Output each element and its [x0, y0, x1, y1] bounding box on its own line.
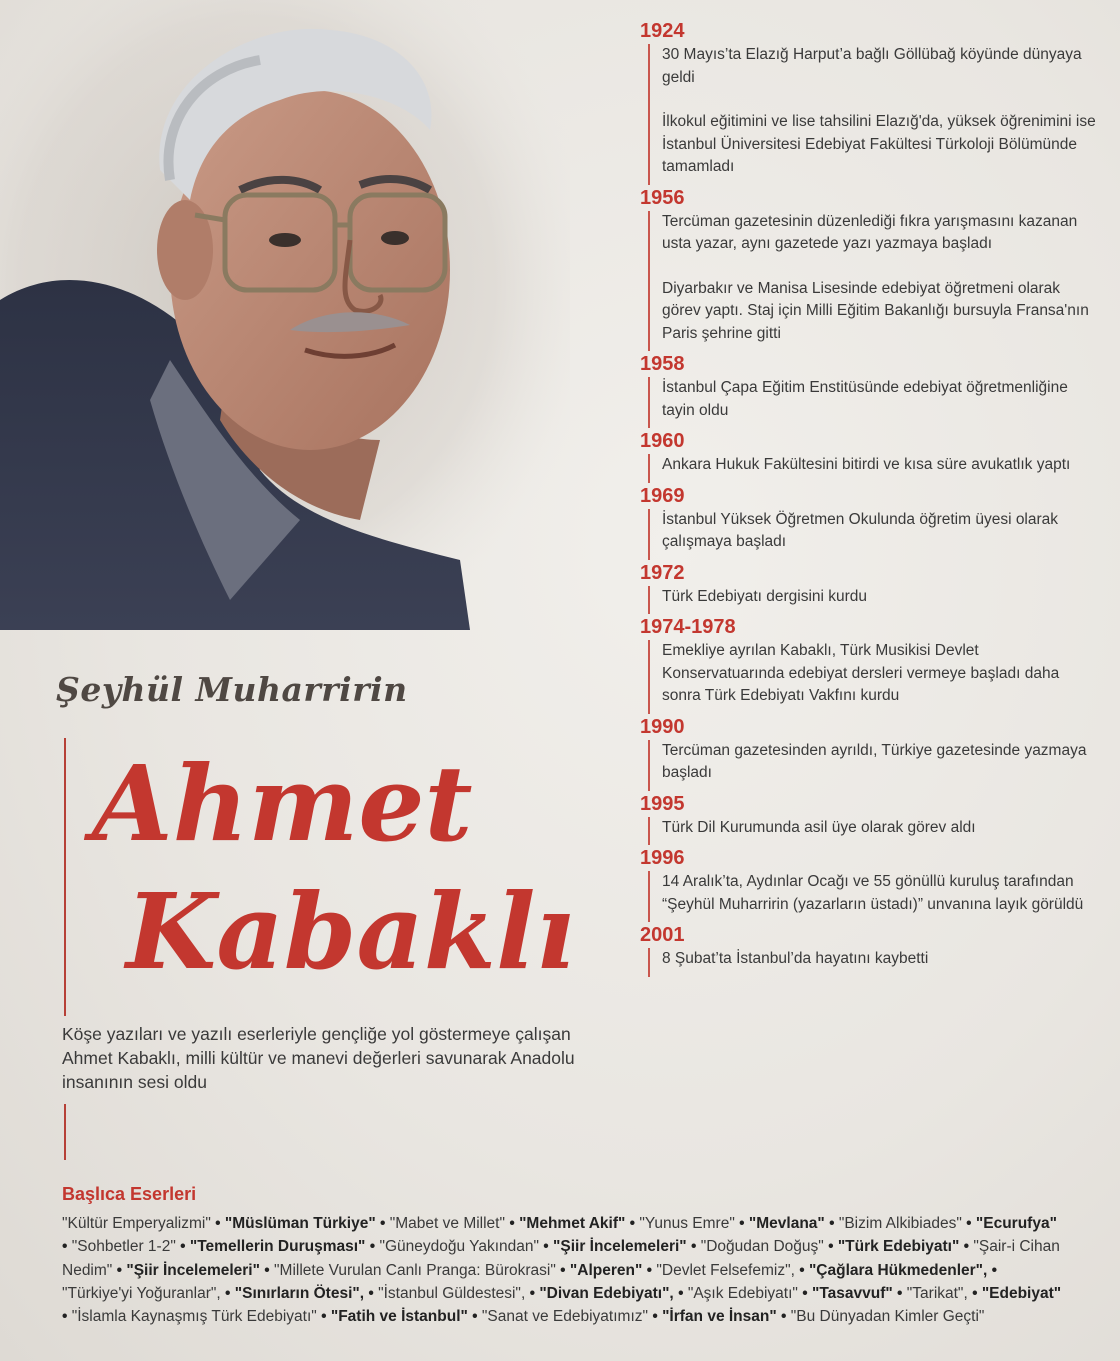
timeline-item [640, 483, 1100, 560]
work-separator: • [799, 1261, 805, 1279]
work-separator: • [368, 1284, 374, 1302]
timeline-paragraph: İstanbul Yüksek Öğretmen Okulunda öğretim üyesi olarak çalışmaya başladı [662, 510, 1059, 550]
work-title: "Yunus Emre" [639, 1215, 735, 1232]
timeline-paragraph: İstanbul Çapa Eğitim Enstitüsünde edebiyat öğretmenliğine tayin oldu [662, 379, 1068, 419]
timeline-year: 1972 [640, 561, 685, 584]
timeline-text [648, 586, 1100, 615]
work-title: "Sohbetler 1-2" [71, 1238, 176, 1256]
timeline-item [640, 922, 1100, 977]
timeline-item [640, 614, 1100, 714]
timeline-item [640, 428, 1100, 483]
work-title: "Kültür Emperyalizmi" [62, 1215, 211, 1232]
work-separator: • [972, 1284, 978, 1302]
work-title: "Temellerin Duruşması" [189, 1238, 366, 1256]
work-separator: • [802, 1284, 808, 1302]
work-separator: • [966, 1215, 972, 1232]
timeline-year: 1960 [640, 430, 685, 452]
timeline-paragraph: Tercüman gazetesinin düzenlediği fıkra yarışmasını kazanan usta yazar, aynı gazetede yazı yazmaya başladı [662, 212, 1078, 252]
work-title: "Millete Vurulan Canlı Pranga: Bürokrasi" [274, 1261, 556, 1279]
work-separator: • [369, 1238, 376, 1256]
timeline-paragraph: 30 Mayıs’ta Elazığ Harput’a bağlı Göllübağ köyünde dünyaya geldi [662, 46, 1082, 86]
work-title: "Güneydoğu Yakından" [379, 1238, 539, 1256]
work-title: "İstanbul Güldestesi", [378, 1284, 526, 1302]
work-separator: • [690, 1238, 697, 1256]
work-separator: • [62, 1308, 68, 1326]
work-separator: • [897, 1284, 903, 1302]
work-separator: • [215, 1215, 221, 1232]
work-title: "Tarikat", [906, 1284, 968, 1302]
work-separator: • [560, 1261, 566, 1279]
work-title: "Sanat ve Edebiyatımız" [481, 1308, 649, 1326]
timeline-text [648, 740, 1100, 791]
timeline-year: 1990 [640, 715, 685, 738]
work-title: "Aşık Edebiyatı" [687, 1284, 798, 1302]
work-title: "İrfan ve İnsan" [662, 1308, 777, 1326]
timeline-text [648, 377, 1100, 428]
work-separator: • [629, 1215, 636, 1232]
timeline-year: 2001 [640, 924, 685, 946]
timeline-text [648, 640, 1100, 714]
timeline-paragraph: Türk Edebiyatı dergisini kurdu [662, 587, 868, 605]
intro-accent-bar [64, 1104, 66, 1160]
work-separator: • [62, 1238, 68, 1256]
work-title: "Mehmet Akif" [519, 1215, 626, 1232]
work-title: "Müslüman Türkiye" [224, 1215, 376, 1232]
work-separator: • [529, 1284, 535, 1302]
timeline-text [648, 871, 1100, 922]
work-title: "Doğudan Doğuş" [700, 1238, 824, 1256]
timeline-year: 1996 [640, 847, 685, 869]
work-title: "Şair-i Cihan Nedim" [62, 1238, 1060, 1279]
timeline-paragraph: Ankara Hukuk Fakültesini bitirdi ve kısa süre avukatlık yaptı [662, 456, 1071, 473]
work-separator: • [991, 1261, 998, 1279]
intro-text: Köşe yazıları ve yazılı eserleriyle gençliğe yol göstermeye çalışan Ahmet Kabaklı, milli kültür ve manevi değerleri savunarak Anadolu insanının sesi oldu [62, 1024, 575, 1092]
work-title: "Bizim Alkibiades" [838, 1215, 962, 1232]
work-separator: • [472, 1308, 478, 1326]
timeline-text [648, 948, 1100, 977]
work-separator: • [652, 1308, 658, 1326]
work-separator: • [180, 1238, 186, 1256]
work-separator: • [829, 1215, 835, 1232]
timeline-text [648, 454, 1100, 483]
name-first: Ahmet [92, 742, 473, 865]
work-title: "Çağlara Hükmedenler", [808, 1261, 988, 1279]
timeline-year: 1974-1978 [640, 616, 736, 638]
timeline-text [648, 509, 1100, 560]
timeline-text [648, 817, 1100, 846]
timeline-item [640, 560, 1100, 615]
works-title: Başlıca Eserleri [62, 1184, 197, 1204]
work-title: "Mabet ve Millet" [389, 1215, 505, 1232]
subtitle: Şeyhül Muharririn [56, 670, 408, 709]
work-title: "Türkiye'yi Yoğuranlar", [62, 1284, 221, 1302]
work-separator: • [678, 1284, 684, 1302]
timeline-item [640, 714, 1100, 791]
work-title: "Mevlana" [748, 1215, 825, 1232]
work-title: "Şiir İncelemeleri" [126, 1261, 260, 1279]
work-title: "Bu Dünyadan Kimler Geçti" [790, 1308, 985, 1326]
timeline-item [640, 185, 1100, 352]
timeline-item [640, 18, 1100, 185]
work-title: "Devlet Felsefemiz", [656, 1261, 795, 1279]
timeline-text [648, 211, 1100, 352]
work-title: "Fatih ve İstanbul" [330, 1308, 468, 1326]
work-separator: • [321, 1308, 327, 1326]
timeline-year: 1956 [640, 186, 685, 209]
work-separator: • [739, 1215, 745, 1232]
work-title: "Türk Edebiyatı" [837, 1238, 960, 1256]
work-title: "Sınırların Ötesi", [234, 1284, 365, 1302]
timeline-paragraph: 8 Şubat’ta İstanbul’da hayatını kaybetti [662, 950, 929, 967]
timeline-year: 1969 [640, 484, 685, 507]
name-accent-bar [64, 738, 66, 1016]
work-separator: • [828, 1238, 834, 1256]
timeline-year: 1958 [640, 353, 685, 375]
work-title: "Alperen" [569, 1261, 643, 1279]
portrait-photo [0, 0, 570, 630]
timeline-paragraph: Emekliye ayrılan Kabaklı, Türk Musikisi Devlet Konservatuarında edebiyat dersleri vermeye başladı daha sonra Türk Edebiyatı Vakfını kurdu [662, 642, 1060, 704]
work-separator: • [543, 1238, 549, 1256]
timeline-paragraph: Diyarbakır ve Manisa Lisesinde edebiyat öğretmeni olarak görev yaptı. Staj için Milli Eğitim Bakanlığı bursuyla Fransa'nın Paris şehrine gitti [662, 279, 1089, 342]
timeline-text [648, 44, 1100, 185]
work-separator: • [264, 1261, 270, 1279]
work-title: "Ecurufya" [975, 1215, 1057, 1232]
work-separator: • [781, 1308, 787, 1326]
work-title: "İslamla Kaynaşmış Türk Edebiyatı" [71, 1308, 317, 1326]
timeline [640, 18, 1100, 977]
work-title: "Şiir İncelemeleri" [553, 1238, 687, 1256]
timeline-item [640, 845, 1100, 922]
work-separator: • [509, 1215, 515, 1232]
timeline-year: 1924 [640, 20, 685, 42]
work-separator: • [380, 1215, 386, 1232]
work-title: "Divan Edebiyatı", [539, 1284, 674, 1302]
timeline-paragraph: Türk Dil Kurumunda asil üye olarak görev aldı [662, 818, 976, 836]
name-last: Kabaklı [126, 870, 575, 993]
work-separator: • [646, 1261, 653, 1279]
work-separator: • [225, 1284, 231, 1302]
work-title: "Tasavvuf" [811, 1284, 893, 1302]
timeline-paragraph: Tercüman gazetesinden ayrıldı, Türkiye gazetesinde yazmaya başladı [662, 741, 1087, 781]
timeline-year: 1995 [640, 792, 685, 815]
timeline-item [640, 791, 1100, 846]
work-title: "Edebiyat" [981, 1284, 1062, 1302]
works-list [62, 1212, 1062, 1328]
timeline-paragraph: 14 Aralık’ta, Aydınlar Ocağı ve 55 gönüllü kuruluş tarafından “Şeyhül Muharririn (yazarların üstadı)” unvanına layık görüldü [662, 873, 1084, 913]
timeline-paragraph: İlkokul eğitimini ve lise tahsilini Elazığ'da, yüksek öğrenimini ise İstanbul Üniversitesi Edebiyat Fakültesi Türkoloji Bölümünde tamamladı [662, 113, 1096, 175]
timeline-item [640, 351, 1100, 428]
work-separator: • [116, 1261, 123, 1279]
work-separator: • [963, 1238, 970, 1256]
